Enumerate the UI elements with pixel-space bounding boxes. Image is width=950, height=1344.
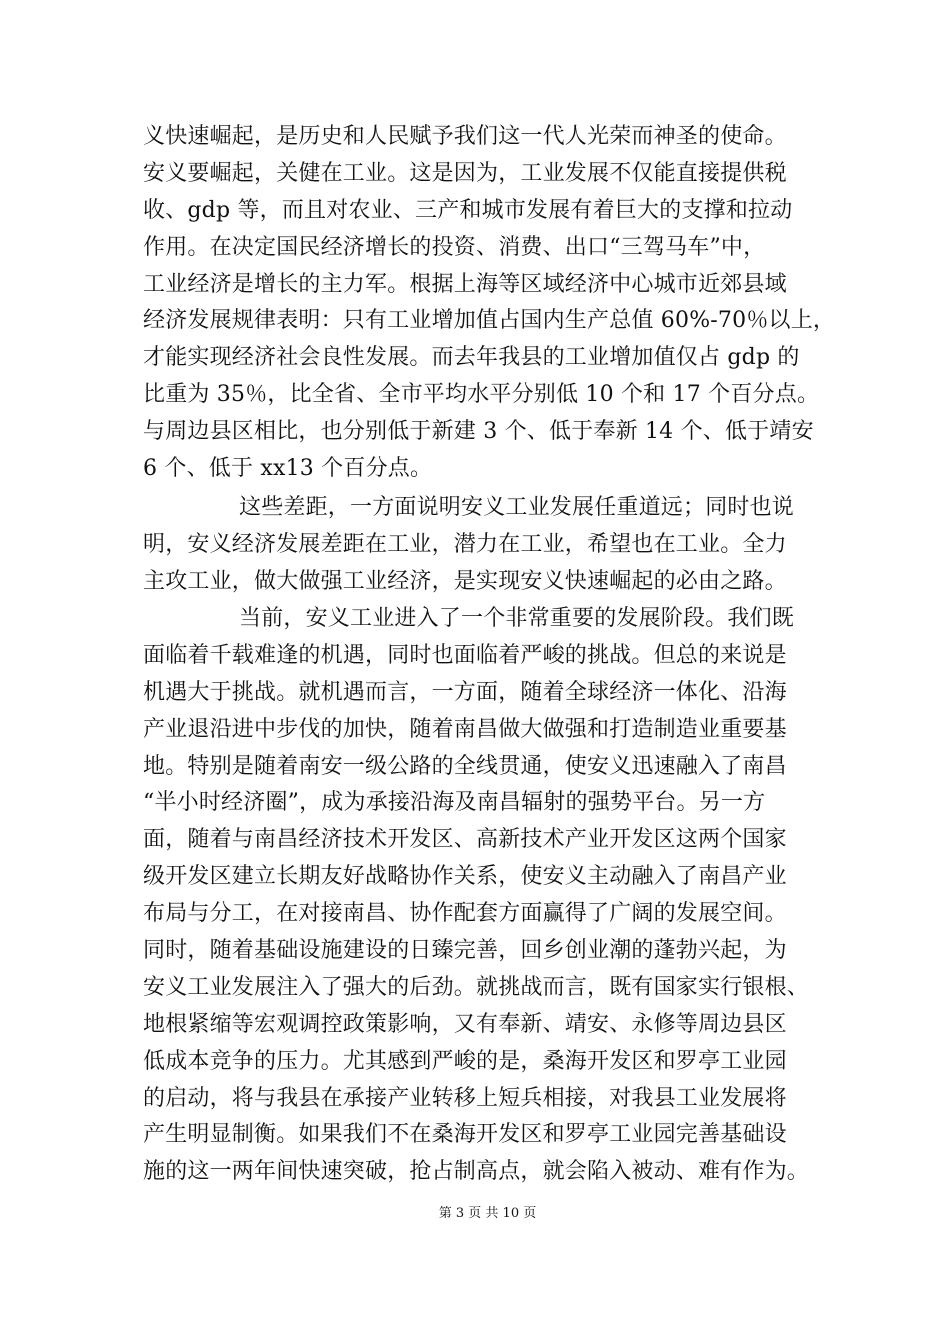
text-line: 布局与分工，在对接南昌、协作配套方面赢得了广阔的发展空间。 [143, 901, 787, 927]
text-line: 经济发展规律表明：只有工业增加值占国内生产总值 60%-70％以上， [143, 308, 836, 334]
page-number-footer: 第 3 页 共 10 页 [438, 1206, 537, 1221]
paragraph-3 [143, 601, 823, 1191]
text-line: 地根紧缩等宏观调控政策影响，又有奉新、靖安、永修等周边县区 [143, 1011, 787, 1037]
text-line: 同时，随着基础设施建设的日臻完善，回乡创业潮的蓬勃兴起，为 [143, 938, 787, 964]
text-line: 才能实现经济社会良性发展。而去年我县的工业增加值仅占 gdp 的 [143, 345, 800, 371]
text-line: 安义工业发展注入了强大的后劲。就挑战而言，既有国家实行银根、 [143, 974, 810, 1000]
text-line: 面，随着与南昌经济技术开发区、高新技术产业开发区这两个国家 [143, 827, 787, 853]
text-line: 明，安义经济发展差距在工业，潜力在工业，希望也在工业。全力 [143, 531, 787, 557]
text-line: 的启动，将与我县在承接产业转移上短兵相接，对我县工业发展将 [143, 1085, 787, 1111]
text-line: 低成本竞争的压力。尤其感到严峻的是，桑海开发区和罗亭工业园 [143, 1048, 787, 1074]
text-line: 施的这一两年间快速突破，抢占制高点，就会陷入被动、难有作为。 [143, 1159, 810, 1185]
text-line: 产业退沿进中步伐的加快，随着南昌做大做强和打造制造业重要基 [143, 716, 787, 742]
text-line: 收、gdp 等，而且对农业、三产和城市发展有着巨大的支撑和拉动 [143, 197, 793, 223]
text-line: “半小时经济圈”，成为承接沿海及南昌辐射的强势平台。另一方 [143, 790, 766, 816]
text-line: 安义要崛起，关健在工业。这是因为，工业发展不仅能直接提供税 [143, 160, 787, 186]
paragraph-2 [143, 490, 823, 601]
text-line: 工业经济是增长的主力军。根据上海等区域经济中心城市近郊县域 [143, 271, 787, 297]
text-line: 产生明显制衡。如果我们不在桑海开发区和罗亭工业园完善基础设 [143, 1122, 787, 1148]
text-line: 义快速崛起，是历史和人民赋予我们这一代人光荣而神圣的使命。 [143, 124, 787, 149]
text-line: 主攻工业，做大做强工业经济，是实现安义快速崛起的必由之路。 [143, 568, 787, 594]
text-line: 与周边县区相比，也分别低于新建 3 个、低于奉新 14 个、低于靖安 [143, 419, 814, 445]
text-line: 机遇大于挑战。就机遇而言，一方面，随着全球经济一体化、沿海 [143, 679, 787, 705]
text-line: 6 个、低于 xx13 个百分点。 [143, 456, 433, 482]
paragraph-1 [143, 119, 836, 488]
text-line: 作用。在决定国民经济增长的投资、消费、出口“三驾马车”中， [143, 234, 766, 260]
text-line: 面临着千载难逢的机遇，同时也面临着严峻的挑战。但总的来说是 [143, 642, 787, 668]
text-line: 比重为 35％，比全省、全市平均水平分别低 10 个和 17 个百分点。 [143, 382, 820, 408]
text-line: 这些差距，一方面说明安义工业发展任重道远；同时也说 [239, 495, 795, 520]
text-line: 地。特别是随着南安一级公路的全线贯通，使安义迅速融入了南昌 [143, 753, 787, 779]
text-line: 级开发区建立长期友好战略协作关系，使安义主动融入了南昌产业 [143, 864, 787, 890]
text-line: 当前，安义工业进入了一个非常重要的发展阶段。我们既 [239, 606, 795, 631]
